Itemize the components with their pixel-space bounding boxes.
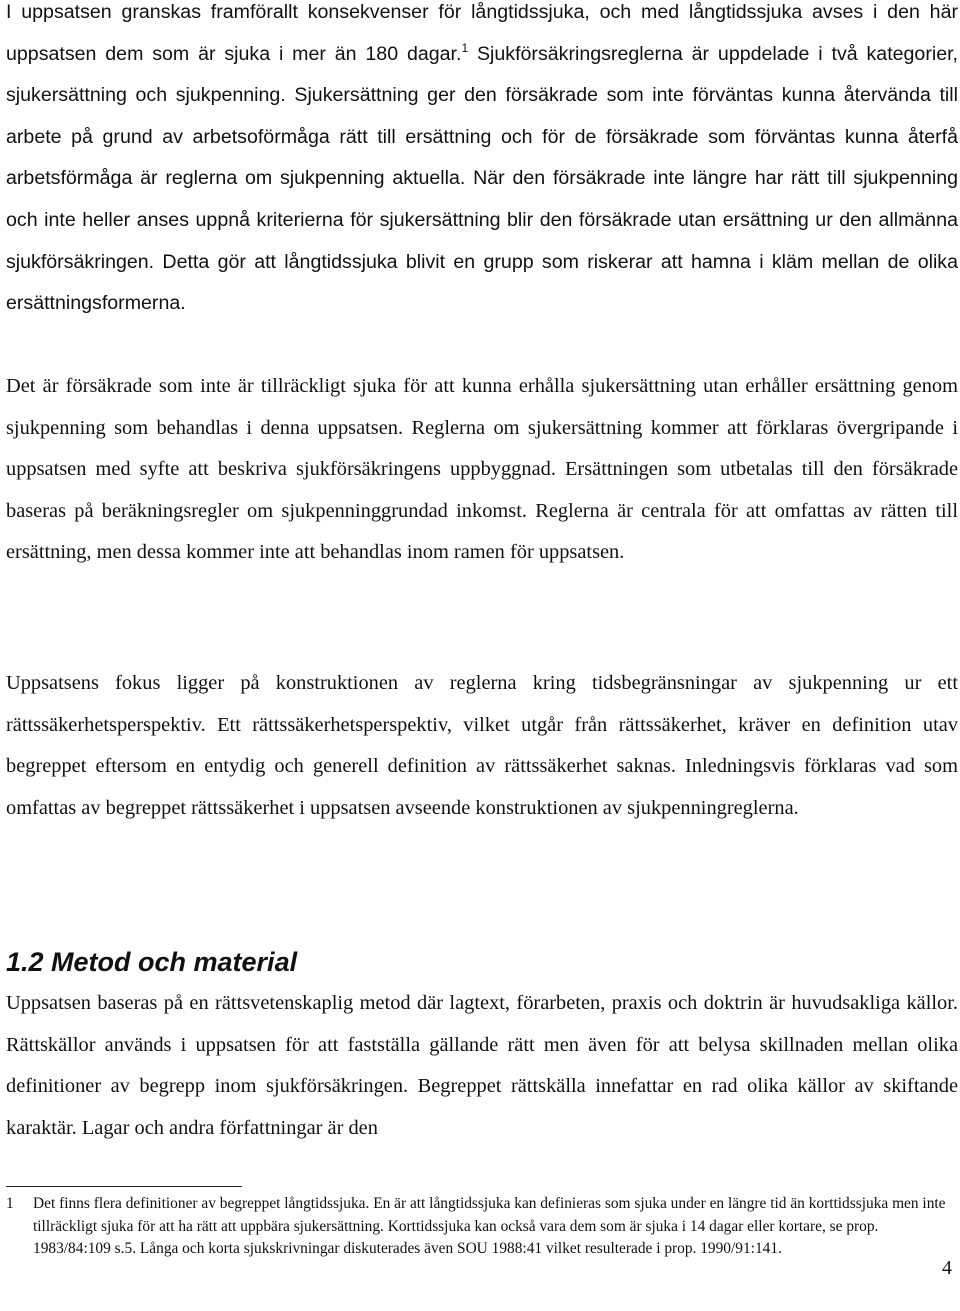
section-heading-method: 1.2 Metod och material xyxy=(6,947,298,977)
page-number: 4 xyxy=(942,1257,952,1279)
paragraph-scope-text-b: Sjukförsäkringsreglerna är uppdelade i två kategorier, sjukersättning och sjukpenning. Sjukersättning ger den försäkrade som inte förväntas kunna återvända till arbete på grund av arbetsoförmåga rätt till ersättning och för de försäkrade som förväntas kunna återfå arbetsförmåga är reglerna om sjukpenning aktuella. När den försäkrade inte längre har rätt till sjukpenning och inte heller anses uppnå kriterierna för sjukersättning blir den försäkrade utan ersättning ur den allmänna sjukförsäkringen. Detta gör att långtidssjuka blivit en grupp som riskerar att hamna i kläm mellan de olika ersättningsformerna. xyxy=(6,42,958,315)
footnote xyxy=(6,1193,946,1261)
document-page xyxy=(6,0,958,1311)
paragraph-delimitation: Det är försäkrade som inte är tillräckligt sjuka för att kunna erhålla sjukersättning utan erhåller ersättning genom sjukpenning som behandlas i denna uppsatsen. Reglerna om sjukersättning kommer att förklaras övergripande i uppsatsen med syfte att beskriva sjukförsäkringens uppbyggnad. Ersättningen som utbetalas till den försäkrade baseras på beräkningsregler om sjukpenninggrundad inkomst. Reglerna är centrala för att omfattas av rätten till ersättning, men dessa kommer inte att behandlas inom ramen för uppsatsen. xyxy=(6,375,958,564)
footnote-text: Det finns flera definitioner av begreppet långtidssjuka. En är att långtidssjuka kan definieras som sjuka under en längre tid än korttidssjuka men inte tillräckligt sjuka för att ha rätt att uppbära sjukersättning. Korttidssjuka kan också vara dem som är sjuka i 14 dagar eller kortare, se prop. 1983/84:109 s.5. Långa och korta sjukskrivningar diskuterades även SOU 1988:41 vilket resulterade i prop. 1990/91:141. xyxy=(33,1195,946,1258)
paragraph-scope-text-a: I uppsatsen granskas framförallt konsekvenser för långtidssjuka, och med långtidssjuka avses i den här uppsatsen dem som är sjuka i mer än 180 dagar. xyxy=(6,1,958,65)
paragraph-method: Uppsatsen baseras på en rättsvetenskaplig metod där lagtext, förarbeten, praxis och doktrin är huvudsakliga källor. Rättskällor används i uppsatsen för att fastställa gällande rätt men även för att belysa skillnaden mellan olika definitioner av begrepp inom sjukförsäkringen. Begreppet rättskälla innefattar en rad olika källor av skiftande karaktär. Lagar och andra författningar är den xyxy=(6,992,958,1139)
footnote-reference: 1 xyxy=(461,40,469,55)
footnote-number: 1 xyxy=(6,1195,14,1212)
paragraph-scope xyxy=(6,0,958,325)
footnote-separator xyxy=(6,1186,242,1187)
paragraph-focus: Uppsatsens fokus ligger på konstruktionen av reglerna kring tidsbegränsningar av sjukpenning ur ett rättssäkerhetsperspektiv. Ett rättssäkerhetsperspektiv, vilket utgår från rättssäkerhet, kräver en definition utav begreppet eftersom en entydig och generell definition av rättssäkerhet saknas. Inledningsvis förklaras vad som omfattas av begreppet rättssäkerhet i uppsatsen avseende konstruktionen av sjukpenningreglerna. xyxy=(6,672,958,819)
